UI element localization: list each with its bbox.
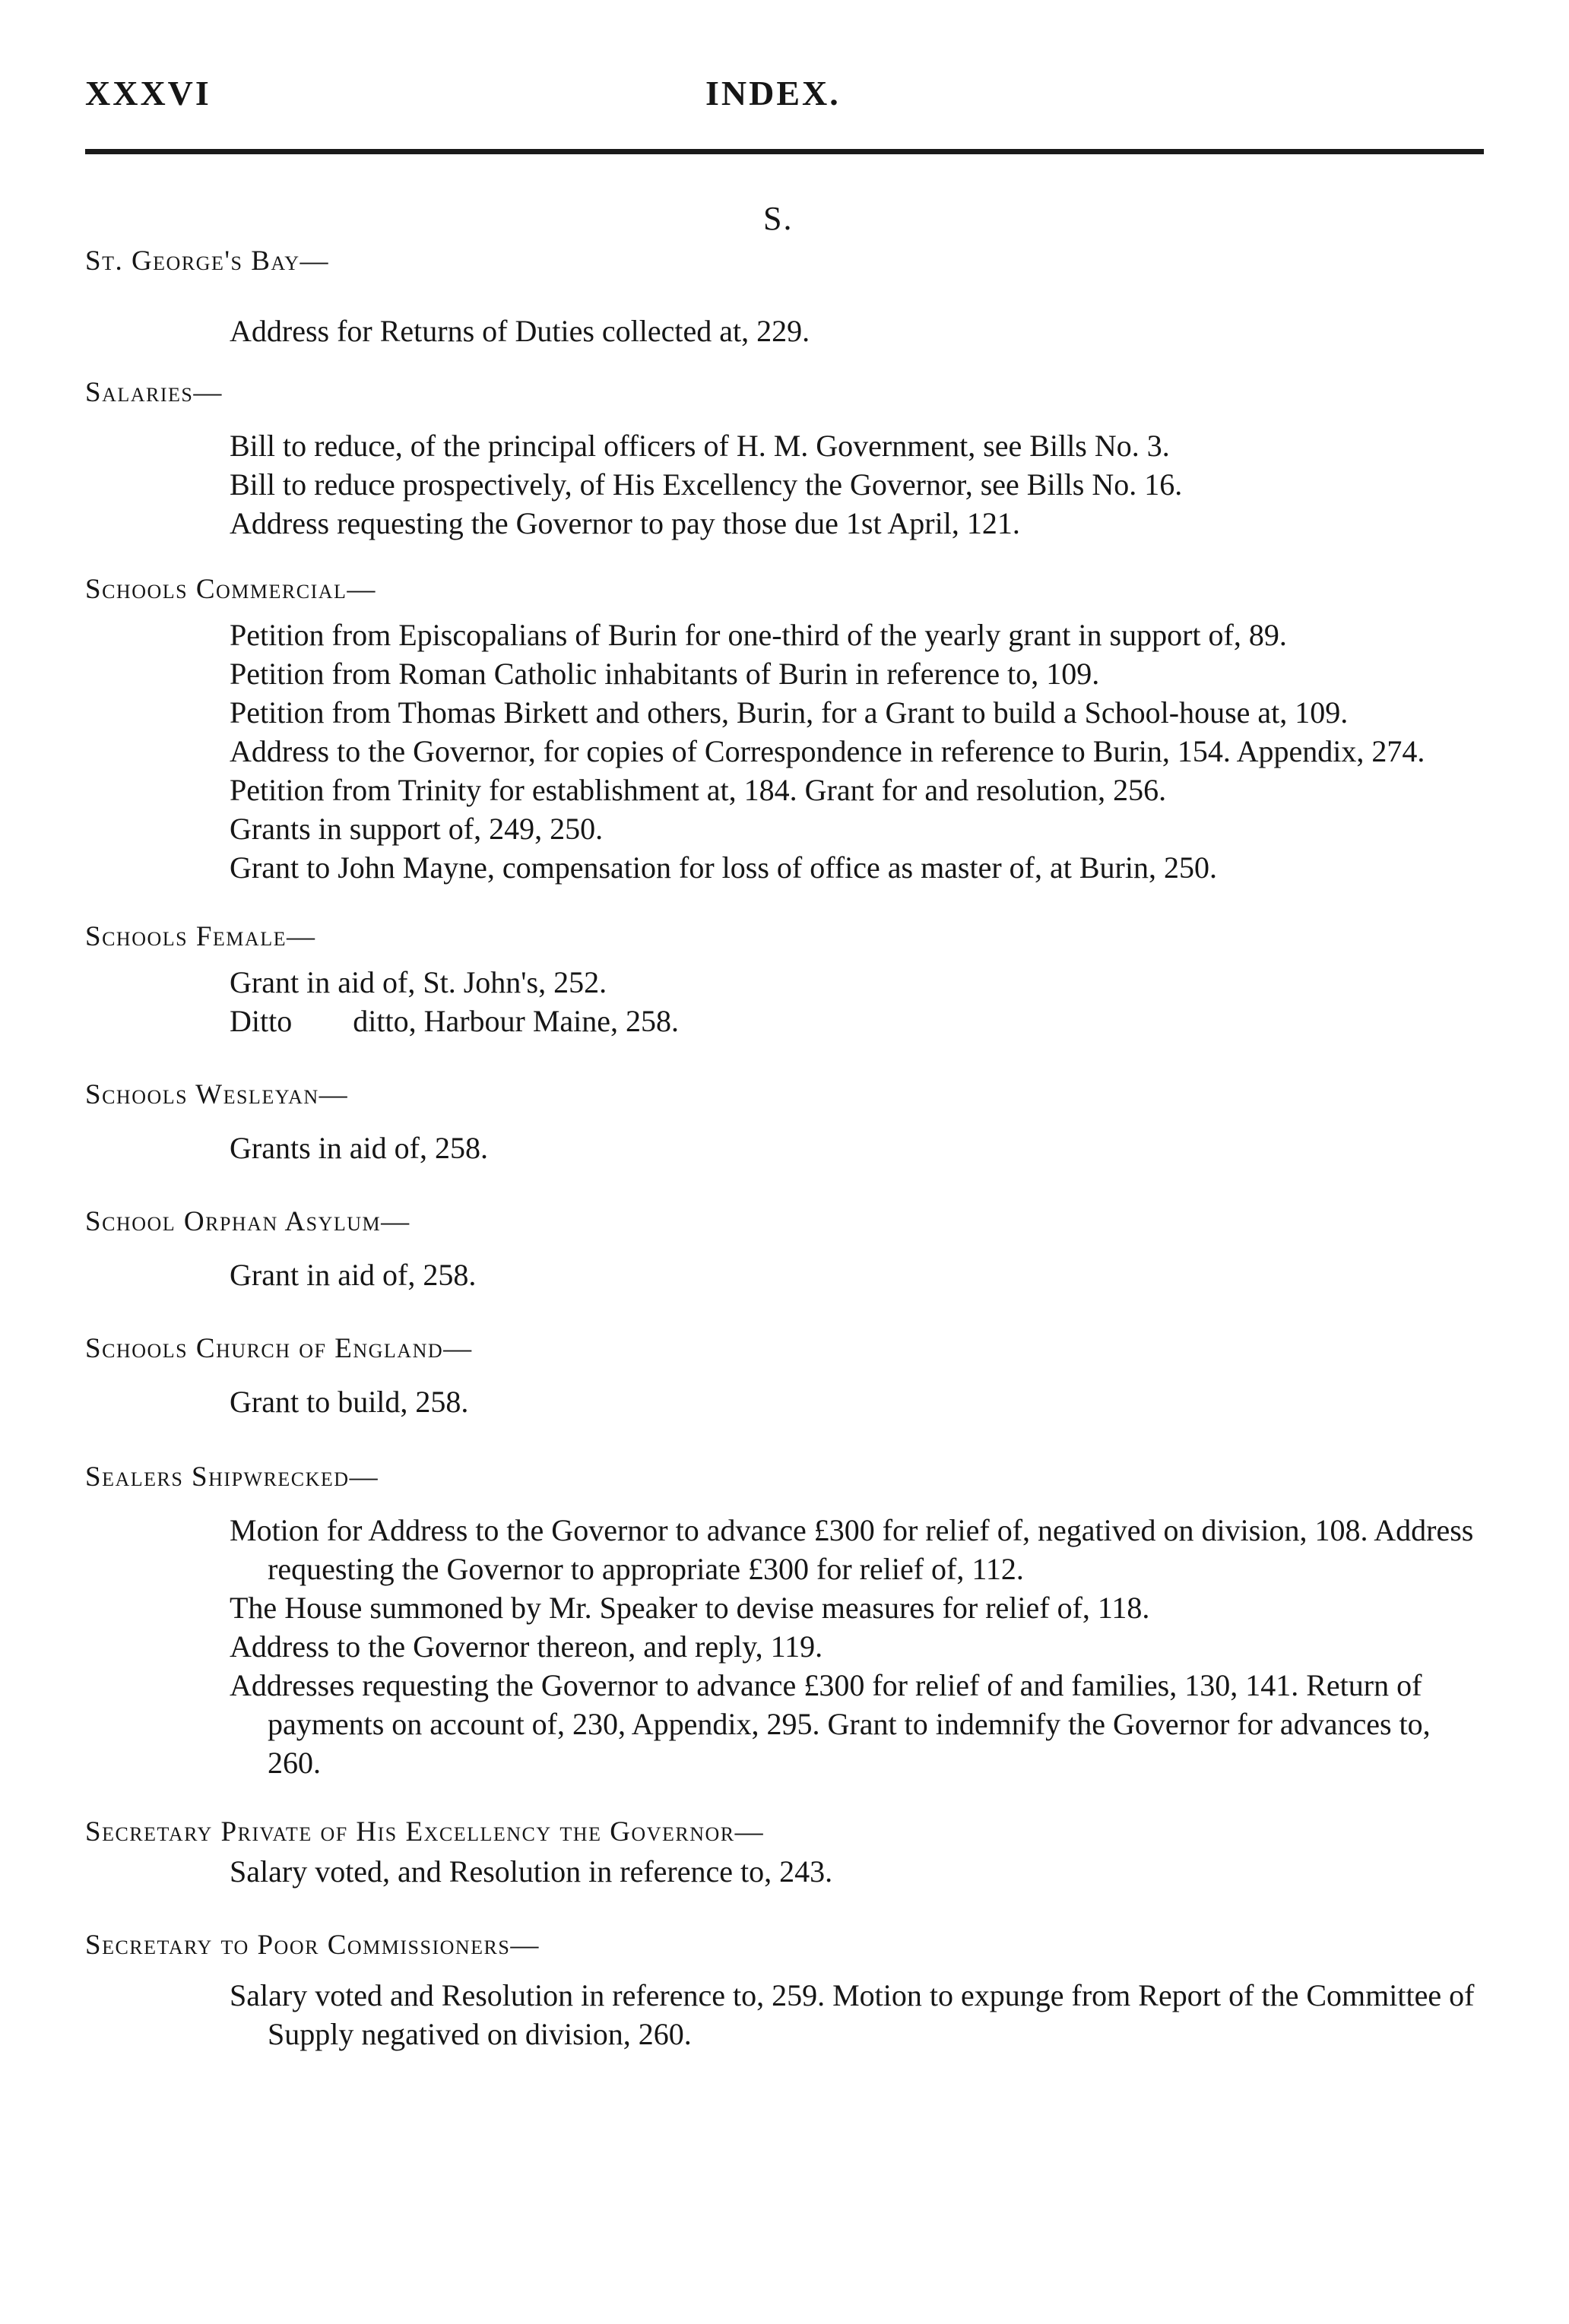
entry-heading: Secretary Private of His Excellency the Governor— <box>85 1816 765 1847</box>
entry-line: Addresses requesting the Governor to advance £300 for relief of and families, 130, 141. Return of payments on account of, 230, Appendix, 295. Grant to indemnify the Governor for advances to, 260. <box>230 1668 1431 1780</box>
entry-line: Petition from Trinity for establishment at, 184. Grant for and resolution, 256. <box>230 773 1167 807</box>
page-header <box>85 73 1484 126</box>
index-entry <box>85 1075 1490 1167</box>
entry-line: Address for Returns of Duties collected at, 229. <box>230 314 810 348</box>
entry-line: Bill to reduce, of the principal officers of H. M. Government, see Bills No. 3. <box>230 429 1170 463</box>
entry-line: Salary voted and Resolution in reference to, 259. Motion to expunge from Report of the Committee of Supply negatived on division, 260. <box>230 1978 1475 2051</box>
index-entry <box>85 570 1490 887</box>
entry-line: Grant in aid of, St. John's, 252. <box>230 965 607 999</box>
entry-heading: St. George's Bay— <box>85 245 330 277</box>
entry-line: Address to the Governor thereon, and reply, 119. <box>230 1629 823 1664</box>
entry-heading: Schools Commercial— <box>85 574 376 605</box>
entry-line: Ditto ditto, Harbour Maine, 258. <box>230 1004 680 1038</box>
page-number: XXXVI <box>85 74 211 112</box>
index-entry <box>85 1329 1490 1421</box>
entry-heading: Schools Wesleyan— <box>85 1079 349 1110</box>
entry-line: Motion for Address to the Governor to advance £300 for relief of, negatived on division, 108. Address requesting the Governor to appropriate £300 for relief of, 112. <box>230 1513 1474 1586</box>
index-entry <box>85 1926 1490 2053</box>
section-letter: S. <box>763 200 794 237</box>
entry-line: Address to the Governor, for copies of Correspondence in reference to Burin, 154. Appendix, 274. <box>230 734 1425 768</box>
entry-line: Petition from Roman Catholic inhabitants of Burin in reference to, 109. <box>230 657 1100 691</box>
entry-line: Bill to reduce prospectively, of His Excellency the Governor, see Bills No. 16. <box>230 467 1183 502</box>
entry-heading: Sealers Shipwrecked— <box>85 1461 379 1493</box>
entry-line: The House summoned by Mr. Speaker to devise measures for relief of, 118. <box>230 1591 1150 1625</box>
entry-line: Grants in aid of, 258. <box>230 1131 488 1165</box>
index-entries <box>85 242 1490 2053</box>
index-entry <box>85 917 1490 1040</box>
index-entry <box>85 1202 1490 1294</box>
entry-line: Petition from Episcopalians of Burin for one-third of the yearly grant in support of, 89. <box>230 618 1287 652</box>
index-entry <box>85 242 1490 350</box>
index-entry <box>85 1458 1490 1782</box>
entry-heading: School Orphan Asylum— <box>85 1206 410 1237</box>
entry-line: Grant to build, 258. <box>230 1385 469 1419</box>
index-entry <box>85 373 1490 543</box>
entry-heading: Salaries— <box>85 377 223 408</box>
running-title: INDEX. <box>705 74 841 112</box>
entry-line: Petition from Thomas Birkett and others, Burin, for a Grant to build a School-house at, 109. <box>230 695 1349 730</box>
entry-heading: Secretary to Poor Commissioners— <box>85 1930 540 1961</box>
entry-line: Grant in aid of, 258. <box>230 1258 477 1292</box>
entry-heading: Schools Female— <box>85 921 316 952</box>
entry-line: Salary voted, and Resolution in reference to, 243. <box>230 1854 833 1889</box>
entry-line: Grants in support of, 249, 250. <box>230 812 604 846</box>
entry-heading: Schools Church of England— <box>85 1333 473 1364</box>
index-entry <box>85 1813 1490 1891</box>
entry-line: Address requesting the Governor to pay those due 1st April, 121. <box>230 506 1020 540</box>
entry-line: Grant to John Mayne, compensation for loss of office as master of, at Burin, 250. <box>230 850 1217 885</box>
header-rule <box>85 149 1484 154</box>
